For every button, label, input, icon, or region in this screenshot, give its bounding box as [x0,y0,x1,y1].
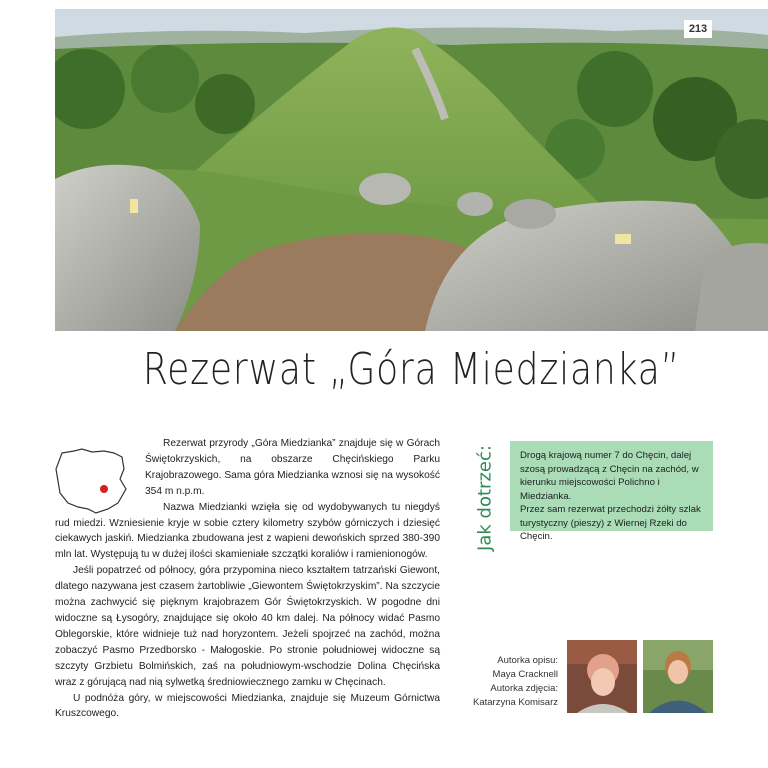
page-number: 213 [684,20,712,38]
page-title: Rezerwat „Góra Miedzianka” [142,344,681,395]
article-body [55,436,440,722]
author-photo [567,640,637,713]
credit-label: Autorka opisu: [497,655,558,666]
body-paragraph: Jeśli popatrzeć od północy, góra przypomina nieco kształtem tatrzański Giewont, dlatego nazywana jest czasem żartobliwie „Giewontem Świętokrzyskim”. Na szczycie można zachwycić się pięknym krajobrazem Gór Świętokrzyskich. W pogodne dni widoczne są Łysogóry, znajdujące się około 40 km dalej. Na północy widać Pasmo Oblegorskie, które widnieje tuż nad horyzontem. Jeżeli spojrzeć na zachód, można zobaczyć Pasmo Przedborsko - Małogoskie. Po stronie południowej widoczne są szczyty Grzbietu Bolmińskich, zaś na południowym-wschodzie Dolina Chęcińska wraz z górującą nad nią sylwetką średniowiecznego zamku w Chęcinach. [55,565,440,688]
directions-text: Przez sam rezerwat przechodzi żółty szlak turystyczny (pieszy) z Wiernej Rzeki do Chęcin. [520,504,701,542]
directions-text: Drogą krajową numer 7 do Chęcin, dalej szosą prowadzącą z Chęcin na zachód, w kierunku miejscowości Polichno i Miedzianka. [520,450,699,502]
body-paragraph: Nazwa Miedzianki wzięła się od wydobywanych tu niegdyś rud miedzi. Wzniesienie kryje w sobie cztery kilometry szybów górniczych i dziesięć ciekawych jaskiń. Miedzianka zbudowana jest z wapieni dewońskich sprzed 380-390 mln lat. Występują tu w dużej ilości skamieniałe szczątki koraliów i ramienionogów. [55,501,440,561]
credit-name: Maya Cracknell [492,669,558,680]
credits [470,654,558,710]
credit-name: Katarzyna Komisarz [472,697,558,708]
directions-heading: Jak dotrzeć: [474,445,496,551]
credit-label: Autorka zdjęcia: [490,683,558,694]
author-photo [643,640,713,713]
directions-box [510,441,713,542]
body-paragraph: Rezerwat przyrody „Góra Miedzianka” znajduje się w Górach Świętokrzyskich, na obszarze Chęcińskiego Parku Krajobrazowego. Sama góra Miedzianka wznosi się na wysokość 354 m n.p.m. [145,438,440,497]
hero-photo [55,9,768,331]
body-paragraph: U podnóża góry, w miejscowości Miedzianka, znajduje się Muzeum Górnictwa Kruszcowego. [55,692,440,720]
